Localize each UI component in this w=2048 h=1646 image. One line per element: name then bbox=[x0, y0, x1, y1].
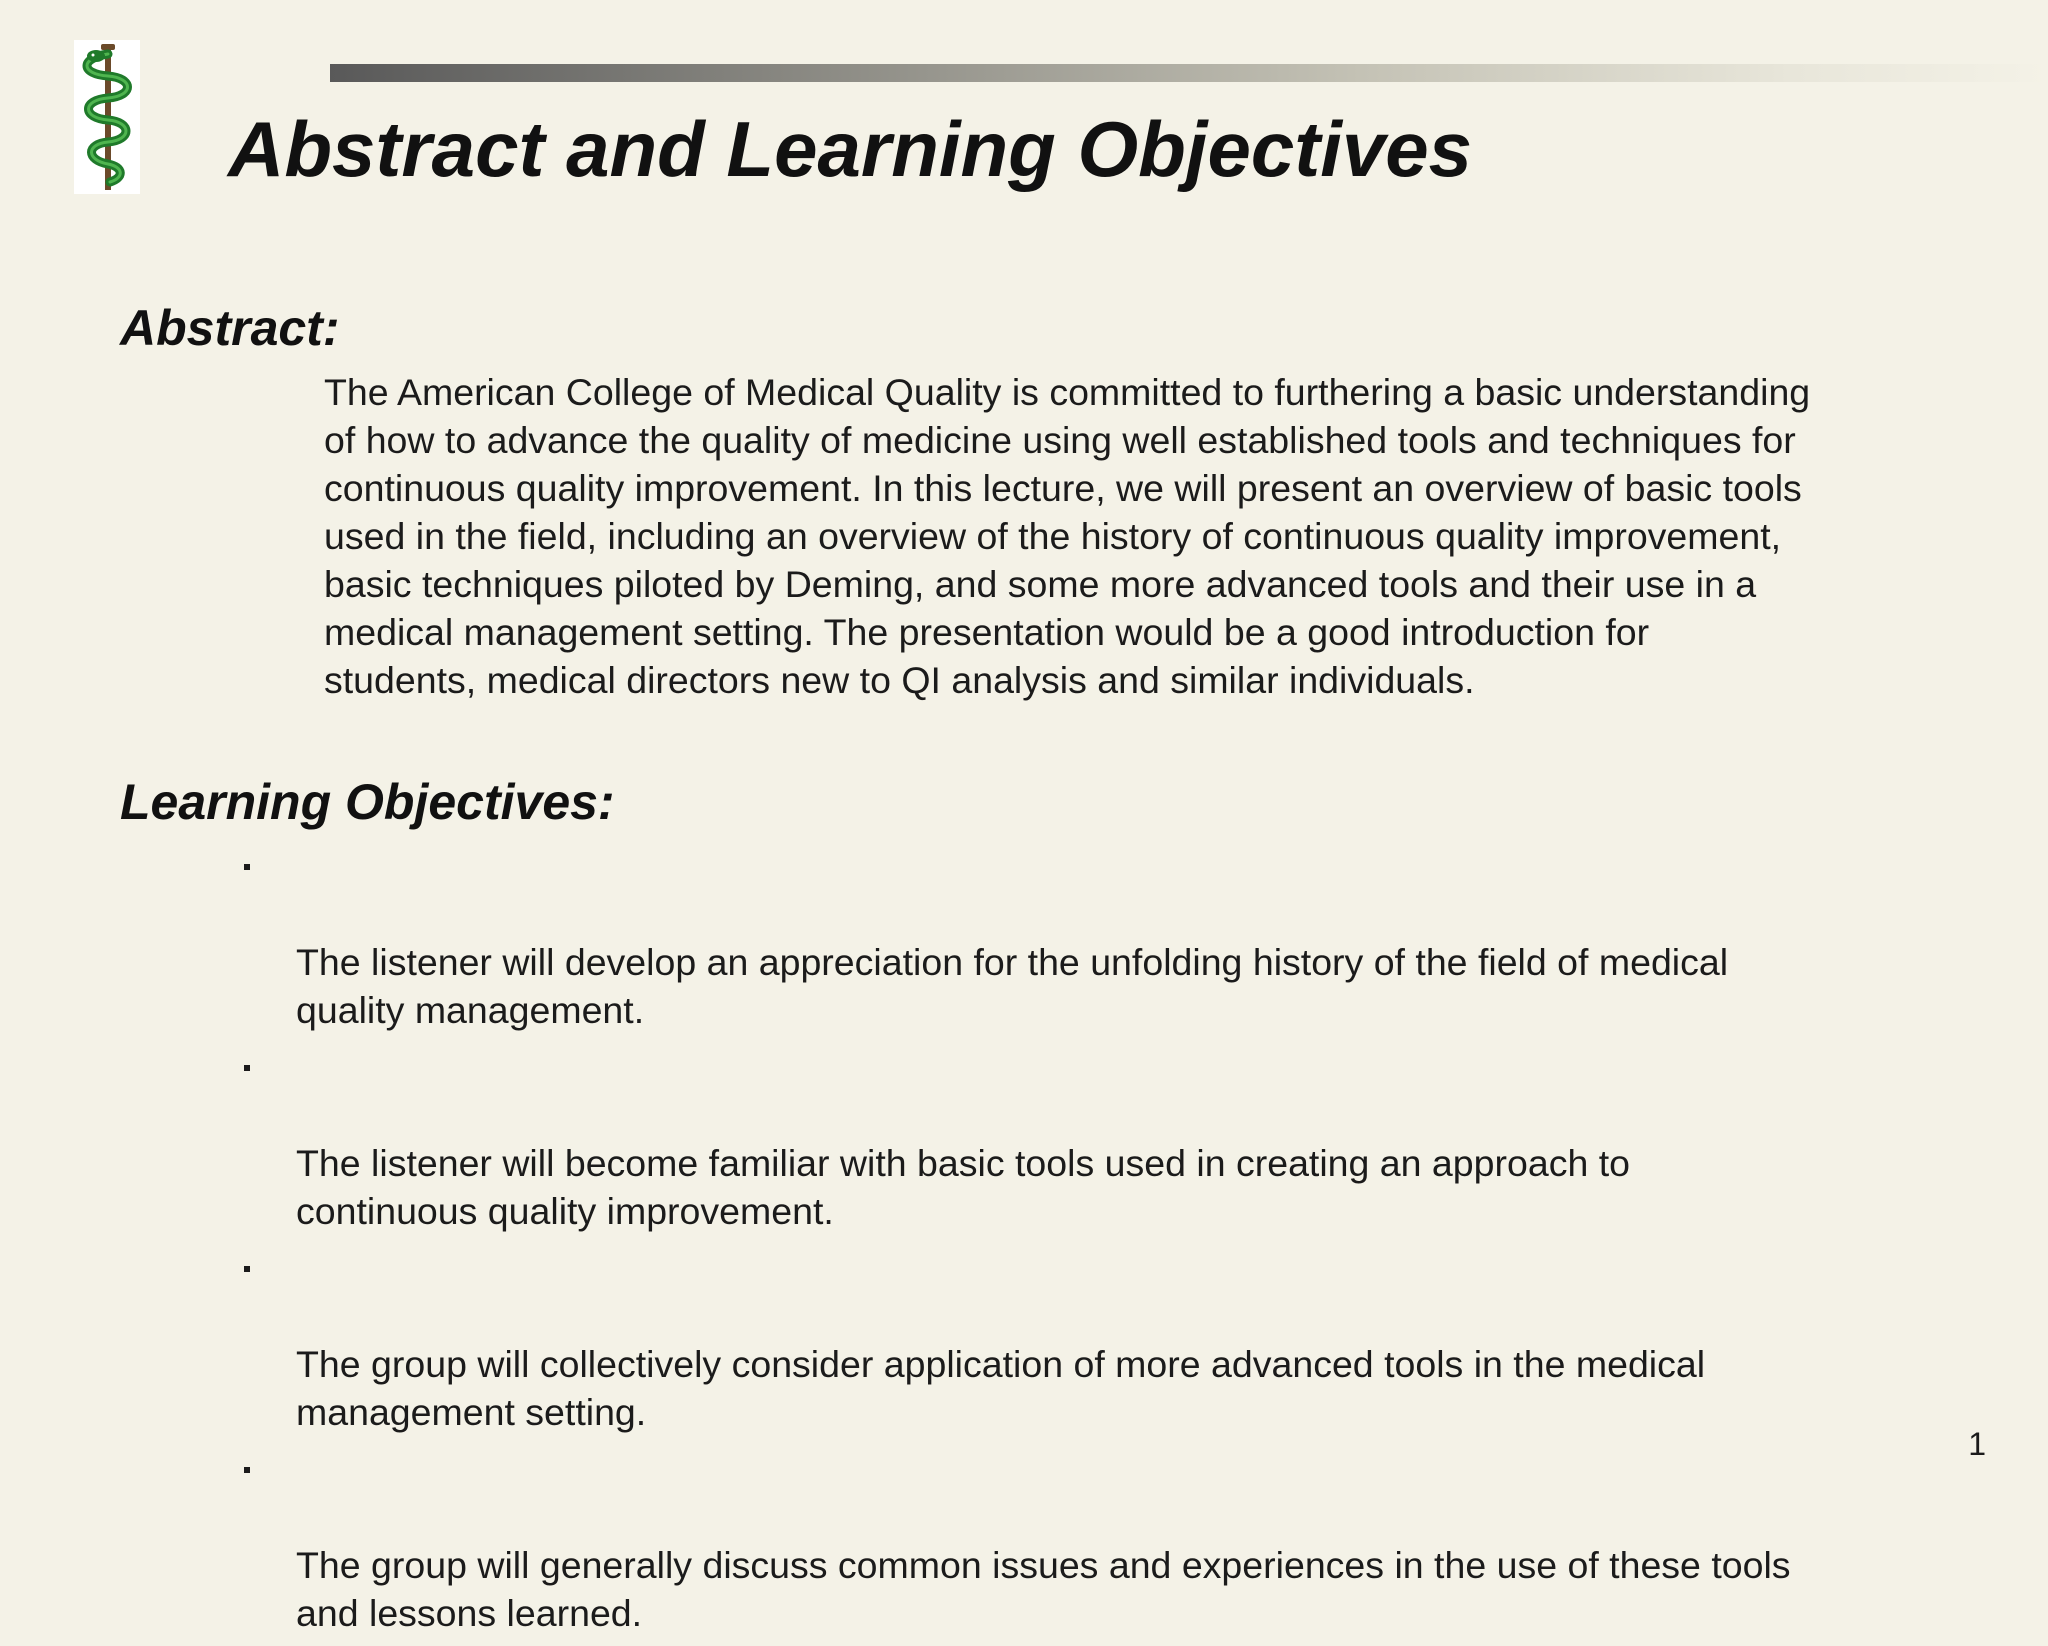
page-number: 1 bbox=[1968, 1426, 1986, 1462]
list-item bbox=[0, 842, 1936, 1034]
rod-of-asclepius-icon bbox=[74, 40, 140, 194]
objective-text: The listener will become familiar with basic tools used in creating an approach to continuous quality improvement. bbox=[296, 1142, 1630, 1232]
objective-text: The group will collectively consider application of more advanced tools in the medical management setting. bbox=[296, 1343, 1706, 1433]
bullet-icon bbox=[244, 864, 250, 870]
abstract-text: The American College of Medical Quality is committed to furthering a basic understanding of how to advance the quality of medicine using well established tools and techniques for continuous quality improvement. In this lecture, we will present an overview of basic tools used in the field, including an overview of the history of continuous quality improvement, basic techniques piloted by Deming, and some more advanced tools and their use in a medical management setting. The presentation would be a good introduction for students, medical directors new to QI analysis and similar individuals. bbox=[324, 371, 1811, 701]
learning-objectives-list bbox=[0, 842, 1936, 1646]
objective-text: The group will generally discuss common issues and experiences in the use of these tools and lessons learned. bbox=[296, 1544, 1791, 1634]
bullet-icon bbox=[244, 1467, 250, 1473]
bullet-icon bbox=[244, 1266, 250, 1272]
slide-title: Abstract and Learning Objectives bbox=[228, 105, 1473, 193]
objective-text: The listener will develop an appreciation for the unfolding history of the field of medical quality management. bbox=[296, 941, 1729, 1031]
list-item bbox=[0, 1445, 1936, 1637]
learning-objectives-heading: Learning Objectives: bbox=[120, 774, 615, 830]
title-accent-bar bbox=[330, 64, 2048, 82]
list-item bbox=[0, 1043, 1936, 1235]
list-item bbox=[0, 1244, 1936, 1436]
abstract-heading: Abstract: bbox=[120, 300, 340, 356]
bullet-icon bbox=[244, 1065, 250, 1071]
